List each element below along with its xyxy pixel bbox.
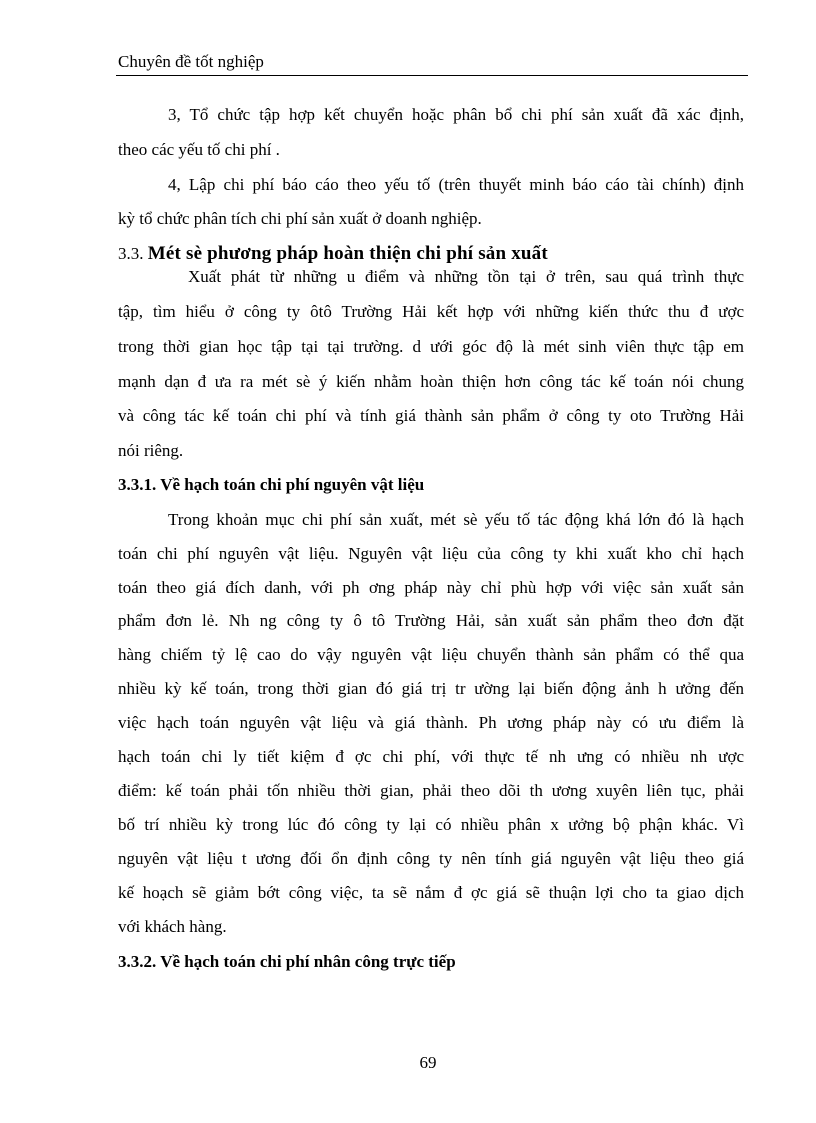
paragraph-line: bố trí nhiều kỳ trong lúc đó công ty lại có nhiều phân x ưởng bộ phận khác. Vì	[118, 815, 744, 834]
paragraph-line: toán theo giá đích danh, với ph ơng pháp này chỉ phù hợp với việc sản xuất sản	[118, 578, 744, 597]
paragraph-line: tập, tìm hiểu ở công ty ôtô Trường Hải kết hợp với những kiến thức thu đ ược	[118, 302, 744, 321]
paragraph-line: toán chi phí nguyên vật liệu. Nguyên vật liệu của công ty khi xuất kho chỉ hạch	[118, 544, 744, 563]
subsection-heading-3-3-1: 3.3.1. Về hạch toán chi phí nguyên vật liệu	[118, 475, 425, 494]
paragraph-line: nói riêng.	[118, 441, 184, 460]
paragraph-line: trong thời gian học tập tại tại trường. d ưới góc độ là mét sinh viên thực tập em	[118, 337, 744, 356]
page-number: 69	[419, 1053, 437, 1072]
paragraph-line: 4, Lập chi phí báo cáo theo yếu tố (trên thuyết minh báo cáo tài chính) định	[168, 175, 744, 194]
paragraph-line: việc hạch toán nguyên vật liệu và giá thành. Ph ương pháp này có ưu điểm là	[118, 713, 744, 732]
paragraph-line: nhiều kỳ kế toán, trong thời gian đó giá trị tr ường lại biến động ảnh h ưởng đến	[118, 679, 744, 698]
paragraph-line: nguyên vật liệu t ương đối ổn định công ty nên tính giá nguyên vật liệu theo giá	[118, 849, 744, 868]
header-divider	[116, 75, 748, 76]
paragraph-line: với khách hàng.	[118, 917, 227, 936]
paragraph-line: kỳ tổ chức phân tích chi phí sản xuất ở doanh nghiệp.	[118, 209, 482, 228]
paragraph-line: Xuất phát từ những u điểm và những tồn tại ở trên, sau quá trình thực	[188, 267, 744, 286]
section-title: Mét sè phương pháp hoàn thiện chi phí sản xuất	[147, 243, 548, 264]
paragraph-line: Trong khoản mục chi phí sản xuất, mét sè yếu tố tác động khá lớn đó là hạch	[168, 510, 744, 529]
paragraph-line: phẩm đơn lẻ. Nh ng công ty ô tô Trường Hải, sản xuất sản phẩm theo đơn đặt	[118, 611, 744, 630]
paragraph-line: và công tác kế toán chi phí và tính giá thành sản phẩm ở công ty oto Trường Hải	[118, 406, 744, 425]
paragraph-line: mạnh dạn đ ưa ra mét sè ý kiến nhằm hoàn thiện hơn công tác kế toán nói chung	[118, 372, 744, 391]
document-header-title: Chuyên đề tốt nghiệp	[118, 52, 264, 71]
paragraph-line: hạch toán chi ly tiết kiệm đ ợc chi phí, với thực tế nh ưng có nhiều nh ược	[118, 747, 744, 766]
subsection-heading-3-3-2: 3.3.2. Về hạch toán chi phí nhân công trực tiếp	[118, 952, 456, 971]
section-heading-3-3	[118, 242, 548, 266]
paragraph-line: kế hoạch sẽ giảm bớt công việc, ta sẽ nắm đ ợc giá sẽ thuận lợi cho ta giao dịch	[118, 883, 744, 902]
paragraph-line: điểm: kế toán phải tốn nhiều thời gian, phải theo dõi th ương xuyên liên tục, phải	[118, 781, 744, 800]
section-number: 3.3.	[118, 244, 144, 263]
paragraph-line: 3, Tổ chức tập hợp kết chuyển hoặc phân bổ chi phí sản xuất đã xác định,	[168, 105, 744, 124]
paragraph-line: hàng chiếm tỷ lệ cao do vậy nguyên vật liệu chuyển thành sản phẩm có thể qua	[118, 645, 744, 664]
paragraph-line: theo các yếu tố chi phí .	[118, 140, 280, 159]
